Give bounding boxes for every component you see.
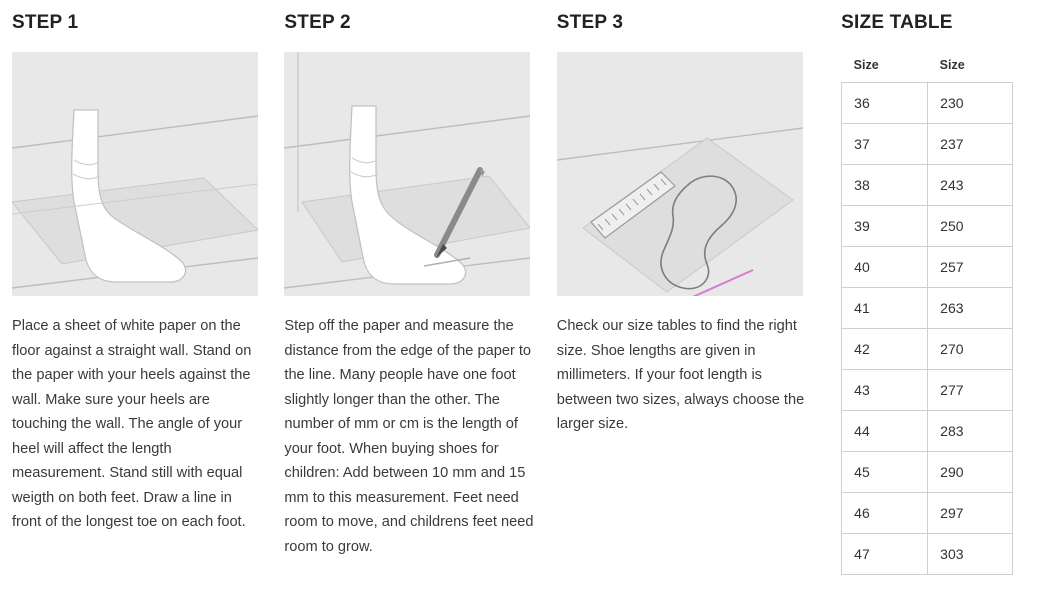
size-table-header-size-eu: Size: [853, 58, 879, 72]
foot-with-pencil-illustration: [284, 52, 530, 296]
size-mm-cell: 290: [928, 452, 1013, 493]
table-row: [842, 370, 1013, 411]
size-eu-cell: 40: [842, 247, 928, 288]
size-mm-cell: 250: [928, 206, 1013, 247]
size-mm-cell: 243: [928, 165, 1013, 206]
size-mm-cell: 270: [928, 329, 1013, 370]
step-1-caption: Place a sheet of white paper on the floor against a straight wall. Stand on the paper with your heels against the wall. Make sure your heels are touching the wall. The angle of your heel will affect the length measurement. Stand still with equal weigth on both feet. Draw a line in front of the longest toe on each foot.: [12, 318, 252, 531]
table-row: [842, 534, 1013, 575]
size-mm-cell: 230: [928, 83, 1013, 124]
size-mm-cell: 237: [928, 124, 1013, 165]
step-1-title: STEP 1: [12, 12, 79, 33]
size-mm-cell: 283: [928, 411, 1013, 452]
size-eu-cell: 39: [842, 206, 928, 247]
size-table-header-size-mm: Size: [939, 58, 965, 72]
size-mm-cell: 263: [928, 288, 1013, 329]
size-table-body: [842, 83, 1013, 575]
size-eu-cell: 36: [842, 83, 928, 124]
size-eu-cell: 38: [842, 165, 928, 206]
table-row: [842, 288, 1013, 329]
table-row: [842, 124, 1013, 165]
size-eu-cell: 46: [842, 493, 928, 534]
table-row: [842, 329, 1013, 370]
table-row: [842, 452, 1013, 493]
step-2-title: STEP 2: [284, 12, 351, 33]
step-column-2: [284, 8, 534, 559]
size-eu-cell: 37: [842, 124, 928, 165]
table-row: [842, 206, 1013, 247]
table-row: [842, 493, 1013, 534]
step-2-caption: Step off the paper and measure the distance from the edge of the paper to the line. Many people have one foot slightly longer than the other. The number of mm or cm is the length of your foot. When buying shoes for children: Add between 10 mm and 15 mm to this measurement. Feet need room to move, and childrens feet need room to grow.: [284, 318, 534, 555]
size-eu-cell: 42: [842, 329, 928, 370]
size-table-header-row: [842, 52, 1013, 83]
size-eu-cell: 44: [842, 411, 928, 452]
table-row: [842, 411, 1013, 452]
step-3-title: STEP 3: [556, 12, 624, 33]
step-column-1: [12, 8, 262, 535]
table-row: [842, 83, 1013, 124]
size-eu-cell: 45: [842, 452, 928, 493]
size-table-title: SIZE TABLE: [841, 12, 953, 33]
size-eu-cell: 47: [842, 534, 928, 575]
size-mm-cell: 303: [928, 534, 1013, 575]
size-table: [841, 52, 1013, 575]
size-mm-cell: 277: [928, 370, 1013, 411]
table-row: [842, 165, 1013, 206]
step-column-3: [557, 8, 807, 437]
step-3-caption: Check our size tables to find the right size. Shoe lengths are given in millimeters. If your foot length is between two sizes, always choose the larger size.: [556, 318, 805, 433]
size-mm-cell: 297: [928, 493, 1013, 534]
paper-with-ruler-illustration: [557, 52, 803, 296]
foot-against-wall-illustration: [12, 52, 258, 296]
size-eu-cell: 43: [842, 370, 928, 411]
size-mm-cell: 257: [928, 247, 1013, 288]
size-eu-cell: 41: [842, 288, 928, 329]
table-row: [842, 247, 1013, 288]
size-table-column: [841, 8, 1025, 575]
